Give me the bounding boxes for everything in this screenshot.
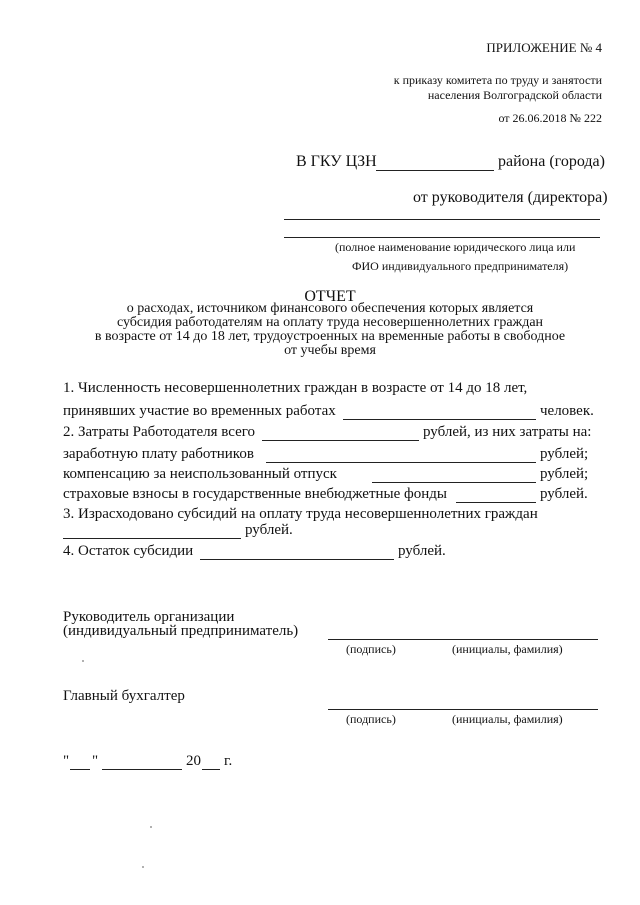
head-label-line1: Руководитель организации — [63, 609, 235, 625]
insurance-label: страховые взносы в государственные внебюджетные фонды — [63, 486, 447, 502]
date-quote-close: " — [92, 753, 99, 769]
item1-line1: 1. Численность несовершеннолетних граждан в возрасте от 14 до 18 лет, — [63, 380, 528, 396]
vacation-comp-field[interactable] — [372, 482, 536, 483]
item2-mid: рублей, из них затраты на: — [423, 424, 592, 440]
head-signature-caption: (подпись) — [346, 642, 396, 656]
scan-speck — [142, 866, 144, 868]
vacation-comp-unit: рублей; — [540, 466, 589, 482]
from-label: от руководителя (директора) — [413, 189, 608, 206]
item1-unit: человек. — [540, 403, 594, 419]
wages-unit: рублей; — [540, 446, 589, 462]
head-signature-line[interactable] — [328, 639, 598, 640]
head-label-line2: (индивидуальный предприниматель) — [63, 623, 299, 639]
report-subtitle-line1: о расходах, источником финансового обеспечения которых является — [126, 301, 534, 316]
org-name-caption-2: ФИО индивидуального предпринимателя) — [352, 259, 569, 273]
item3-unit: рублей. — [245, 522, 293, 538]
appendix-label: ПРИЛОЖЕНИЕ № 4 — [486, 40, 602, 55]
report-heading: ОТЧЕТ — [304, 288, 356, 305]
org-name-blank-line-2[interactable] — [284, 237, 600, 238]
org-name-caption-1: (полное наименование юридического лица или — [335, 240, 576, 254]
addressee-suffix: района (города) — [498, 153, 605, 170]
accountant-signature-caption: (подпись) — [346, 712, 396, 726]
date-quote-open: " — [63, 753, 70, 769]
date-year-suffix: г. — [224, 753, 233, 769]
accountant-name-caption: (инициалы, фамилия) — [452, 712, 563, 726]
item4-label: 4. Остаток субсидии — [63, 543, 194, 559]
date-year-field[interactable] — [202, 769, 220, 770]
order-date: от 26.06.2018 № 222 — [498, 111, 602, 125]
scan-speck — [150, 826, 152, 828]
org-name-blank-line-1[interactable] — [284, 219, 600, 220]
accountant-signature-line[interactable] — [328, 709, 598, 710]
date-year-prefix: 20 — [186, 753, 201, 769]
participants-count-field[interactable] — [343, 419, 536, 420]
insurance-unit: рублей. — [540, 486, 588, 502]
item3-line1: 3. Израсходовано субсидий на оплату труда несовершеннолетних граждан — [63, 506, 538, 522]
vacation-comp-label: компенсацию за неиспользованный отпуск — [63, 466, 337, 482]
insurance-field[interactable] — [456, 502, 536, 503]
order-reference-line1: к приказу комитета по труду и занятости — [393, 73, 602, 87]
district-blank-line[interactable] — [376, 170, 494, 171]
wages-label: заработную плату работников — [63, 446, 254, 462]
subsidy-remainder-field[interactable] — [200, 559, 394, 560]
total-costs-field[interactable] — [262, 440, 419, 441]
date-day-field[interactable] — [70, 769, 90, 770]
accountant-label: Главный бухгалтер — [63, 688, 185, 704]
order-reference-line2: населения Волгоградской области — [427, 88, 602, 102]
wages-field[interactable] — [266, 462, 536, 463]
scan-speck — [82, 660, 84, 662]
report-subtitle-line2: субсидия работодателям на оплату труда несовершеннолетних граждан — [116, 315, 544, 330]
item1-line2-prefix: принявших участие во временных работах — [63, 403, 336, 419]
subsidy-spent-field[interactable] — [63, 538, 241, 539]
head-name-caption: (инициалы, фамилия) — [452, 642, 563, 656]
date-month-field[interactable] — [102, 769, 182, 770]
item2-label: 2. Затраты Работодателя всего — [63, 424, 256, 440]
addressee-prefix: В ГКУ ЦЗН — [296, 153, 377, 170]
report-subtitle-line4: от учебы время — [284, 343, 376, 358]
item4-unit: рублей. — [398, 543, 446, 559]
report-subtitle-line3: в возрасте от 14 до 18 лет, трудоустроенных на временные работы в свободное — [94, 329, 566, 344]
